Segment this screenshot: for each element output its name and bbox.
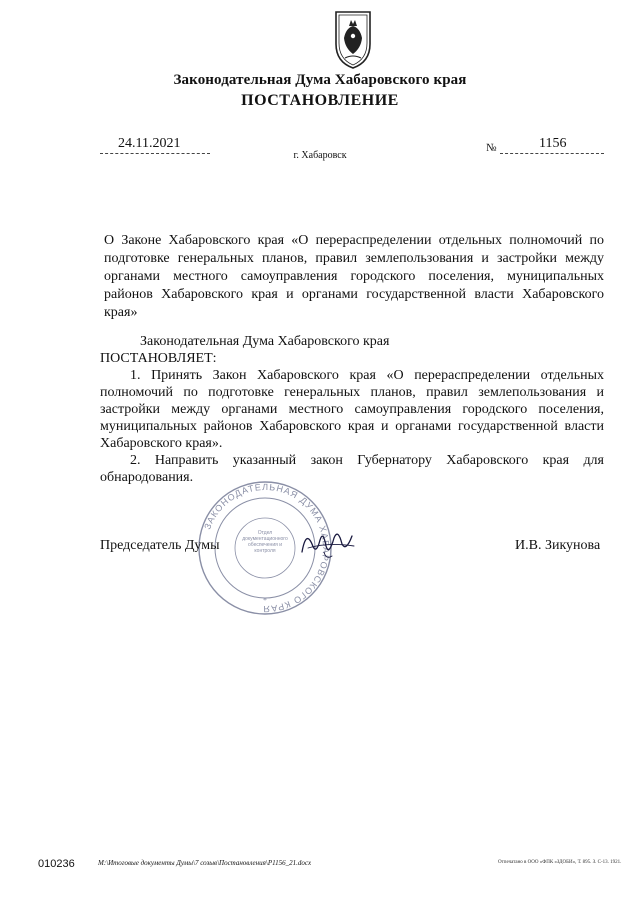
body-item-2: 2. Направить указанный закон Губернатору Хабаровского края для обнародования. (100, 453, 604, 485)
signatory-position: Председатель Думы (100, 538, 220, 553)
document-number: 1156 (539, 136, 567, 151)
subject-text: О Законе Хабаровского края «О перераспределении отдельных полномочий по подготовке генеральных планов, правил землепользования и застройки между органами местного самоуправления городского поселения, муниципальных районов Хабаровского края и органами государственной власти Хабаровского края» (104, 233, 604, 320)
coat-of-arms-emblem (330, 8, 376, 70)
footer-print-note: Отпечатано в ООО «ФПК «ЗДОБИ», Т. 895. З. С-13. 1921. (498, 860, 622, 865)
organization-title: Законодательная Дума Хабаровского края (173, 72, 467, 88)
document-date: 24.11.2021 (118, 136, 181, 151)
document-subject (104, 232, 604, 322)
document-body (100, 333, 604, 486)
number-sign: № (486, 142, 497, 154)
handwritten-signature (298, 522, 358, 562)
signatory-name: И.В. Зикунова (515, 538, 601, 553)
document-type-title: ПОСТАНОВЛЕНИЕ (241, 92, 399, 109)
document-city: г. Хабаровск (293, 150, 347, 161)
body-item-1: 1. Принять Закон Хабаровского края «О перераспределении отдельных полномочий по подготовке генеральных планов, правил землепользования и застройки между органами местного самоуправления городского поселения, муниципальных районов Хабаровского края и органами государственной власти Хабаровского края». (100, 368, 604, 451)
resolves-heading: ПОСТАНОВЛЯЕТ: (100, 351, 217, 366)
number-underline (500, 153, 604, 154)
footer-file-path: M:\Итоговые документы Думы\7 созыв\Постановления\P1156_21.docx (98, 859, 312, 867)
seal-center-text: Отдел документационного обеспечения и контроля (242, 530, 288, 554)
footer-code: 010236 (38, 858, 75, 870)
intro-line: Законодательная Дума Хабаровского края (140, 334, 390, 349)
svg-text:*: * (263, 596, 267, 605)
seal-ring-text: ЗАКОНОДАТЕЛЬНАЯ ДУМА ХАБАРОВСКОГО КРАЯ (202, 481, 332, 615)
